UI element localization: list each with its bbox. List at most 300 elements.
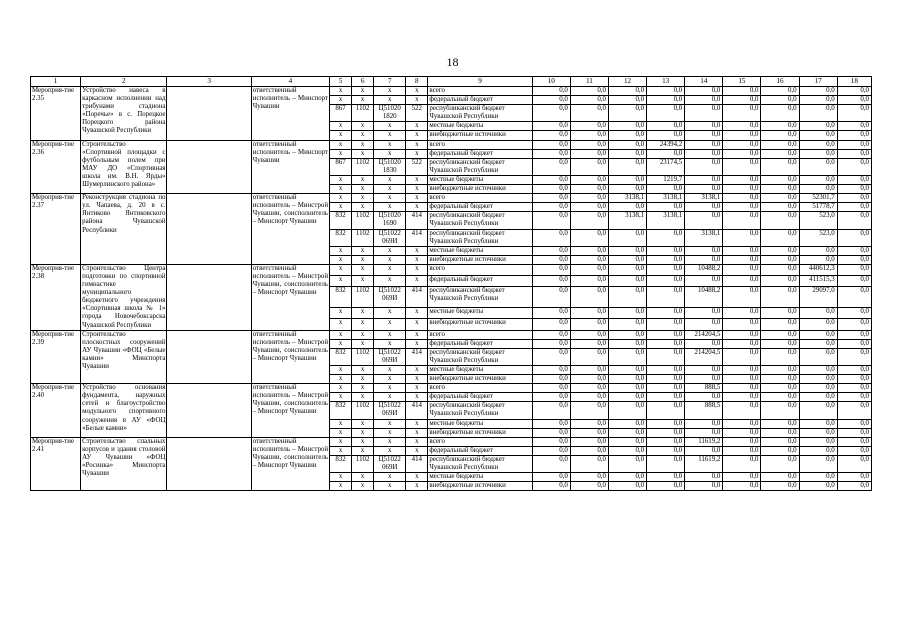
funding-value: 0,0 — [685, 246, 723, 255]
funding-source: республиканский бюджет Чувашской Республики — [428, 455, 532, 472]
funding-value: 0,0 — [761, 131, 799, 140]
target-article-code: x — [374, 194, 406, 203]
section-code: x — [352, 87, 374, 96]
section-code: x — [352, 264, 374, 275]
funding-value: 0,0 — [761, 246, 799, 255]
funding-value: 0,0 — [799, 348, 837, 365]
funding-value: 0,0 — [723, 455, 761, 472]
section-code: 1102 — [352, 287, 374, 308]
participant-cell — [167, 194, 251, 265]
funding-value: 0,0 — [685, 158, 723, 175]
funding-value: 0,0 — [532, 105, 570, 122]
funding-value: 0,0 — [837, 158, 871, 175]
grbs-code: x — [330, 330, 352, 339]
funding-value: 0,0 — [761, 455, 799, 472]
participant-cell — [167, 140, 251, 194]
funding-value: 0,0 — [532, 330, 570, 339]
funding-value: 0,0 — [685, 482, 723, 491]
section-code: x — [352, 149, 374, 158]
funding-value: 0,0 — [723, 255, 761, 264]
funding-value: 0,0 — [570, 402, 608, 419]
funding-source: местные бюджеты — [428, 419, 532, 428]
section-code: x — [352, 122, 374, 131]
funding-value: 0,0 — [837, 203, 871, 212]
grbs-code: x — [330, 308, 352, 319]
section-code: x — [352, 446, 374, 455]
column-number-header: 15 — [723, 77, 761, 87]
funding-value: 0,0 — [761, 446, 799, 455]
funding-value: 0,0 — [837, 264, 871, 275]
funding-value: 0,0 — [532, 140, 570, 149]
funding-value: 0,0 — [608, 203, 646, 212]
funding-value: 0,0 — [532, 402, 570, 419]
grbs-code: x — [330, 437, 352, 446]
funding-value: 0,0 — [608, 264, 646, 275]
section-code: x — [352, 255, 374, 264]
funding-value: 0,0 — [723, 264, 761, 275]
funding-value: 888,5 — [685, 384, 723, 393]
funding-value: 0,0 — [532, 287, 570, 308]
section-code: 1102 — [352, 402, 374, 419]
funding-value: 0,0 — [647, 287, 685, 308]
funding-value: 0,0 — [532, 339, 570, 348]
funding-value: 0,0 — [723, 246, 761, 255]
funding-value: 0,0 — [647, 419, 685, 428]
event-executor: ответственный исполнитель – Минспорт Чувашии — [251, 87, 329, 141]
expense-type-code: x — [406, 446, 428, 455]
funding-value: 0,0 — [570, 330, 608, 339]
event-id: Мероприя-тие 2.35 — [31, 87, 81, 141]
funding-value: 0,0 — [799, 437, 837, 446]
funding-value: 0,0 — [570, 319, 608, 330]
funding-value: 0,0 — [570, 419, 608, 428]
funding-value: 3138,1 — [647, 212, 685, 229]
expense-type-code: x — [406, 393, 428, 402]
funding-value: 0,0 — [799, 105, 837, 122]
funding-value: 0,0 — [570, 87, 608, 96]
section-code: x — [352, 339, 374, 348]
section-code: x — [352, 185, 374, 194]
target-article-code: x — [374, 330, 406, 339]
funding-value: 0,0 — [799, 446, 837, 455]
section-code: x — [352, 384, 374, 393]
section-code: x — [352, 140, 374, 149]
funding-value: 0,0 — [723, 87, 761, 96]
event-executor: ответственный исполнитель – Минспорт Чувашии — [251, 140, 329, 194]
funding-value: 0,0 — [647, 473, 685, 482]
target-article-code: Ц51022 069И — [374, 402, 406, 419]
target-article-code: x — [374, 175, 406, 184]
column-number-row — [31, 77, 872, 87]
expense-type-code: x — [406, 319, 428, 330]
funding-value: 0,0 — [723, 402, 761, 419]
section-code: 1102 — [352, 229, 374, 246]
table-row — [31, 437, 872, 446]
funding-value: 0,0 — [837, 348, 871, 365]
funding-source: внебюджетные источники — [428, 255, 532, 264]
funding-value: 0,0 — [532, 384, 570, 393]
funding-value: 0,0 — [723, 393, 761, 402]
participant-cell — [167, 264, 251, 330]
target-article-code: x — [374, 319, 406, 330]
funding-value: 0,0 — [608, 402, 646, 419]
funding-source: внебюджетные источники — [428, 185, 532, 194]
funding-value: 0,0 — [685, 140, 723, 149]
expense-type-code: x — [406, 366, 428, 375]
grbs-code: 832 — [330, 212, 352, 229]
funding-value: 3138,1 — [647, 194, 685, 203]
funding-value: 0,0 — [532, 255, 570, 264]
funding-value: 29097,0 — [799, 287, 837, 308]
table-row — [31, 264, 872, 275]
funding-value: 0,0 — [608, 393, 646, 402]
expense-type-code: x — [406, 428, 428, 437]
funding-value: 0,0 — [532, 319, 570, 330]
funding-value: 0,0 — [761, 229, 799, 246]
funding-source: внебюджетные источники — [428, 428, 532, 437]
funding-value: 0,0 — [532, 131, 570, 140]
funding-value: 0,0 — [570, 455, 608, 472]
funding-source: местные бюджеты — [428, 308, 532, 319]
funding-value: 0,0 — [608, 375, 646, 384]
funding-value: 0,0 — [685, 105, 723, 122]
funding-value: 0,0 — [608, 308, 646, 319]
funding-source: местные бюджеты — [428, 122, 532, 131]
funding-value: 0,0 — [608, 473, 646, 482]
funding-value: 0,0 — [723, 131, 761, 140]
funding-value: 0,0 — [608, 319, 646, 330]
funding-value: 0,0 — [647, 276, 685, 287]
funding-value: 0,0 — [532, 482, 570, 491]
funding-value: 0,0 — [647, 339, 685, 348]
funding-value: 0,0 — [532, 437, 570, 446]
funding-value: 0,0 — [761, 140, 799, 149]
funding-value: 0,0 — [570, 393, 608, 402]
funding-source: республиканский бюджет Чувашской Республики — [428, 287, 532, 308]
funding-value: 0,0 — [608, 229, 646, 246]
funding-value: 0,0 — [532, 122, 570, 131]
funding-value: 0,0 — [532, 375, 570, 384]
grbs-code: x — [330, 419, 352, 428]
funding-value: 23174,5 — [647, 158, 685, 175]
grbs-code: x — [330, 393, 352, 402]
funding-value: 0,0 — [608, 428, 646, 437]
funding-value: 0,0 — [647, 319, 685, 330]
target-article-code: x — [374, 276, 406, 287]
column-number-header: 14 — [685, 77, 723, 87]
target-article-code: x — [374, 473, 406, 482]
expense-type-code: x — [406, 131, 428, 140]
funding-source: республиканский бюджет Чувашской Республики — [428, 348, 532, 365]
funding-value: 0,0 — [799, 185, 837, 194]
event-name: Устройство навеса в каркасном исполнении над трибунами стадиона «Поречье» в с. Порецкое Порецкого района Чувашской Республики — [81, 87, 167, 141]
funding-value: 0,0 — [532, 96, 570, 105]
funding-value: 0,0 — [761, 212, 799, 229]
funding-value: 0,0 — [608, 384, 646, 393]
funding-value: 0,0 — [837, 393, 871, 402]
grbs-code: x — [330, 384, 352, 393]
funding-value: 0,0 — [647, 375, 685, 384]
funding-value: 0,0 — [837, 366, 871, 375]
funding-value: 0,0 — [647, 96, 685, 105]
target-article-code: x — [374, 437, 406, 446]
section-code: 1102 — [352, 212, 374, 229]
funding-value: 0,0 — [799, 319, 837, 330]
funding-value: 0,0 — [685, 203, 723, 212]
funding-value: 0,0 — [799, 482, 837, 491]
funding-value: 0,0 — [685, 308, 723, 319]
funding-value: 0,0 — [570, 96, 608, 105]
funding-value: 0,0 — [761, 87, 799, 96]
expense-type-code: x — [406, 276, 428, 287]
funding-value: 0,0 — [608, 339, 646, 348]
funding-value: 0,0 — [799, 455, 837, 472]
funding-value: 214204,5 — [685, 330, 723, 339]
target-article-code: x — [374, 131, 406, 140]
expense-type-code: x — [406, 264, 428, 275]
section-code: x — [352, 319, 374, 330]
expense-type-code: x — [406, 185, 428, 194]
expense-type-code: 414 — [406, 212, 428, 229]
funding-source: федеральный бюджет — [428, 96, 532, 105]
funding-value: 0,0 — [761, 105, 799, 122]
section-code: x — [352, 276, 374, 287]
grbs-code: x — [330, 473, 352, 482]
page-number: 18 — [446, 55, 459, 69]
funding-value: 0,0 — [761, 419, 799, 428]
funding-value: 0,0 — [570, 428, 608, 437]
funding-value: 0,0 — [608, 437, 646, 446]
expense-type-code: x — [406, 384, 428, 393]
table-row — [31, 330, 872, 339]
target-article-code: x — [374, 419, 406, 428]
target-article-code: x — [374, 375, 406, 384]
funding-value: 0,0 — [647, 131, 685, 140]
event-executor: ответственный исполнитель – Минстрой Чувашии, соисполнитель – Минспорт Чувашии — [251, 194, 329, 265]
funding-value: 0,0 — [723, 140, 761, 149]
funding-value: 0,0 — [685, 446, 723, 455]
funding-value: 0,0 — [608, 105, 646, 122]
funding-value: 0,0 — [532, 393, 570, 402]
funding-value: 0,0 — [647, 348, 685, 365]
funding-value: 0,0 — [685, 428, 723, 437]
funding-source: внебюджетные источники — [428, 131, 532, 140]
column-number-header: 11 — [570, 77, 608, 87]
funding-value: 0,0 — [685, 185, 723, 194]
funding-source: федеральный бюджет — [428, 149, 532, 158]
grbs-code: x — [330, 446, 352, 455]
funding-value: 0,0 — [723, 375, 761, 384]
section-code: x — [352, 428, 374, 437]
funding-value: 0,0 — [570, 446, 608, 455]
funding-value: 0,0 — [608, 255, 646, 264]
funding-value: 0,0 — [837, 419, 871, 428]
funding-source: местные бюджеты — [428, 246, 532, 255]
column-number-header: 7 — [374, 77, 406, 87]
funding-value: 0,0 — [837, 375, 871, 384]
column-number-header: 13 — [647, 77, 685, 87]
funding-value: 0,0 — [647, 330, 685, 339]
target-article-code: x — [374, 203, 406, 212]
funding-value: 0,0 — [723, 287, 761, 308]
funding-value: 0,0 — [837, 255, 871, 264]
target-article-code: x — [374, 446, 406, 455]
funding-value: 0,0 — [723, 175, 761, 184]
funding-value: 0,0 — [761, 319, 799, 330]
funding-value: 0,0 — [799, 366, 837, 375]
event-id: Мероприя-тие 2.41 — [31, 437, 81, 491]
funding-value: 0,0 — [647, 87, 685, 96]
funding-value: 0,0 — [723, 229, 761, 246]
funding-value: 0,0 — [761, 330, 799, 339]
funding-value: 0,0 — [761, 149, 799, 158]
funding-value: 0,0 — [532, 348, 570, 365]
funding-value: 523,0 — [799, 212, 837, 229]
table-row — [31, 140, 872, 149]
funding-value: 0,0 — [837, 131, 871, 140]
funding-value: 0,0 — [570, 203, 608, 212]
funding-value: 0,0 — [570, 308, 608, 319]
funding-value: 0,0 — [799, 384, 837, 393]
funding-value: 0,0 — [570, 229, 608, 246]
funding-value: 3138,1 — [685, 194, 723, 203]
grbs-code: 832 — [330, 455, 352, 472]
column-number-header: 6 — [352, 77, 374, 87]
funding-value: 0,0 — [532, 308, 570, 319]
funding-value: 10488,2 — [685, 264, 723, 275]
expense-type-code: x — [406, 246, 428, 255]
expense-type-code: x — [406, 87, 428, 96]
grbs-code: x — [330, 264, 352, 275]
event-id: Мероприя-тие 2.39 — [31, 330, 81, 384]
funding-source: республиканский бюджет Чувашской Республики — [428, 402, 532, 419]
section-code: x — [352, 96, 374, 105]
funding-value: 0,0 — [799, 308, 837, 319]
section-code: 1102 — [352, 455, 374, 472]
funding-value: 0,0 — [570, 384, 608, 393]
grbs-code: x — [330, 203, 352, 212]
funding-value: 0,0 — [799, 428, 837, 437]
funding-value: 0,0 — [723, 348, 761, 365]
funding-value: 1219,7 — [647, 175, 685, 184]
funding-value: 0,0 — [608, 158, 646, 175]
funding-value: 0,0 — [685, 375, 723, 384]
funding-value: 52301,7 — [799, 194, 837, 203]
expense-type-code: x — [406, 203, 428, 212]
funding-value: 0,0 — [761, 366, 799, 375]
funding-value: 0,0 — [570, 255, 608, 264]
funding-value: 0,0 — [647, 255, 685, 264]
section-code: 1102 — [352, 158, 374, 175]
grbs-code: x — [330, 255, 352, 264]
target-article-code: x — [374, 140, 406, 149]
funding-value: 0,0 — [837, 402, 871, 419]
funding-value: 0,0 — [532, 473, 570, 482]
funding-value: 24394,2 — [647, 140, 685, 149]
grbs-code: x — [330, 319, 352, 330]
funding-value: 0,0 — [570, 194, 608, 203]
target-article-code: Ц51022 069И — [374, 348, 406, 365]
funding-value: 0,0 — [799, 375, 837, 384]
section-code: x — [352, 203, 374, 212]
funding-value: 0,0 — [647, 246, 685, 255]
funding-value: 0,0 — [761, 375, 799, 384]
funding-value: 0,0 — [799, 473, 837, 482]
funding-value: 0,0 — [685, 473, 723, 482]
funding-value: 0,0 — [532, 175, 570, 184]
funding-value: 0,0 — [723, 437, 761, 446]
funding-value: 0,0 — [837, 473, 871, 482]
funding-value: 0,0 — [723, 319, 761, 330]
funding-value: 0,0 — [532, 276, 570, 287]
grbs-code: x — [330, 96, 352, 105]
funding-value: 0,0 — [799, 255, 837, 264]
funding-value: 0,0 — [685, 255, 723, 264]
funding-source: местные бюджеты — [428, 366, 532, 375]
funding-value: 0,0 — [837, 185, 871, 194]
grbs-code: x — [330, 246, 352, 255]
funding-value: 0,0 — [837, 384, 871, 393]
funding-value: 0,0 — [570, 246, 608, 255]
funding-value: 0,0 — [761, 194, 799, 203]
funding-value: 0,0 — [570, 105, 608, 122]
funding-value: 0,0 — [608, 131, 646, 140]
grbs-code: x — [330, 375, 352, 384]
event-id: Мероприя-тие 2.38 — [31, 264, 81, 330]
funding-value: 0,0 — [723, 419, 761, 428]
funding-value: 0,0 — [608, 185, 646, 194]
funding-value: 0,0 — [570, 131, 608, 140]
funding-source: внебюджетные источники — [428, 482, 532, 491]
target-article-code: x — [374, 185, 406, 194]
funding-value: 0,0 — [761, 428, 799, 437]
target-article-code: x — [374, 122, 406, 131]
section-code: x — [352, 246, 374, 255]
grbs-code: 832 — [330, 402, 352, 419]
section-code: x — [352, 473, 374, 482]
funding-value: 0,0 — [723, 276, 761, 287]
funding-value: 0,0 — [837, 330, 871, 339]
funding-source: федеральный бюджет — [428, 446, 532, 455]
funding-source: федеральный бюджет — [428, 339, 532, 348]
expense-type-code: 414 — [406, 402, 428, 419]
funding-value: 0,0 — [570, 264, 608, 275]
funding-value: 0,0 — [608, 348, 646, 365]
funding-value: 0,0 — [608, 149, 646, 158]
funding-value: 0,0 — [799, 393, 837, 402]
target-article-code: Ц51020 1820 — [374, 105, 406, 122]
funding-value: 0,0 — [799, 419, 837, 428]
funding-value: 0,0 — [799, 330, 837, 339]
expense-type-code: 414 — [406, 287, 428, 308]
funding-value: 0,0 — [647, 308, 685, 319]
funding-value: 0,0 — [608, 482, 646, 491]
funding-value: 0,0 — [608, 330, 646, 339]
section-code: x — [352, 308, 374, 319]
funding-value: 0,0 — [532, 428, 570, 437]
funding-value: 0,0 — [570, 158, 608, 175]
grbs-code: 832 — [330, 287, 352, 308]
funding-value: 0,0 — [532, 229, 570, 246]
funding-value: 0,0 — [647, 203, 685, 212]
event-name: Строительство спальных корпусов и здания столовой АУ Чувашии «ФОЦ «Росинка» Минспорта Чувашии — [81, 437, 167, 491]
funding-value: 0,0 — [761, 339, 799, 348]
target-article-code: Ц51020 1830 — [374, 158, 406, 175]
funding-value: 0,0 — [685, 319, 723, 330]
participant-cell — [167, 437, 251, 491]
funding-value: 0,0 — [723, 185, 761, 194]
funding-value: 0,0 — [532, 419, 570, 428]
